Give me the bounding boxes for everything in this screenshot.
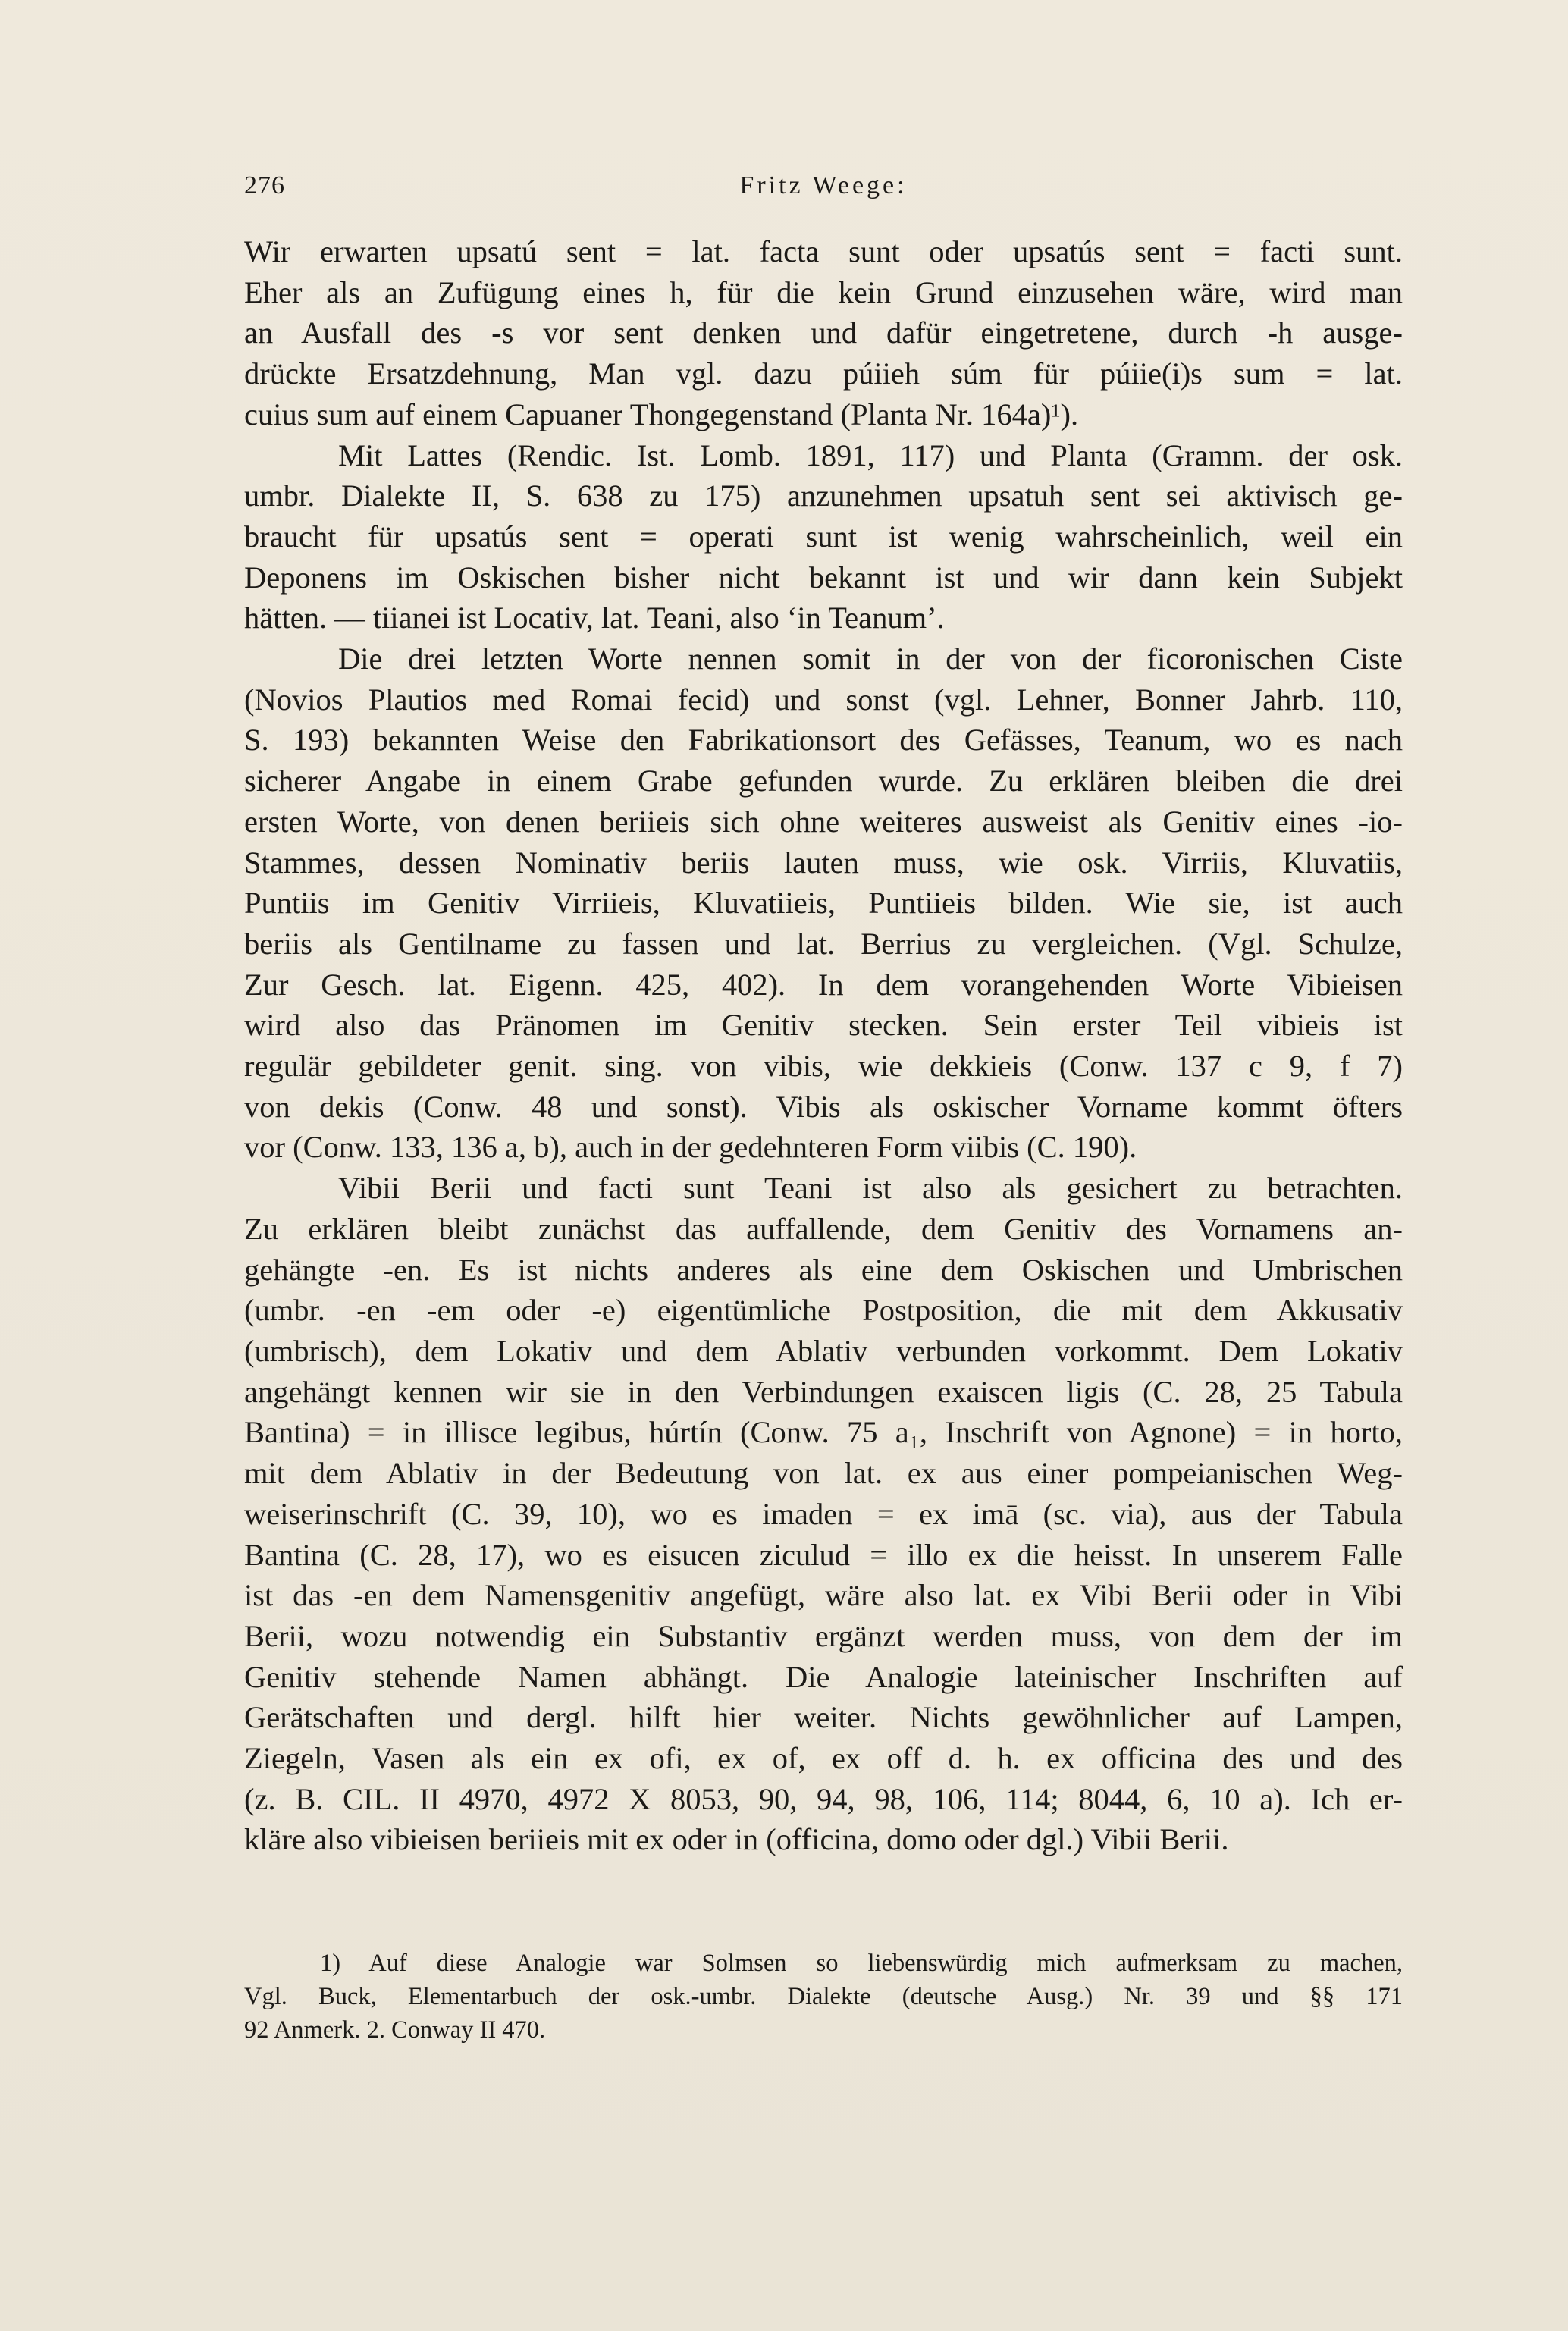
text-line: (Novios Plautios med Romai fecid) und sonst (vgl. Lehner, Bonner Jahrb. 110, — [244, 682, 1403, 717]
text-line: Gerätschaften und dergl. hilft hier weiter. Nichts gewöhnlicher auf Lampen, — [244, 1700, 1403, 1735]
text-line: Berii, wozu notwendig ein Substantiv ergänzt werden muss, von dem der im — [244, 1618, 1403, 1653]
text-line: cuius sum auf einem Capuaner Thongegenstand (Planta Nr. 164a)¹). — [244, 397, 1079, 431]
text-line: (umbrisch), dem Lokativ und dem Ablativ verbunden vorkommt. Dem Lokativ — [244, 1333, 1403, 1368]
text-line: Stammes, dessen Nominativ beriis lauten muss, wie osk. Virriis, Kluvatiis, — [244, 845, 1403, 880]
text-line: Mit Lattes (Rendic. Ist. Lomb. 1891, 117) und Planta (Gramm. der osk. — [338, 438, 1403, 472]
text-line: Vibii Berii und facti sunt Teani ist also als gesichert zu betrachten. — [338, 1171, 1403, 1206]
text-line: an Ausfall des -s vor sent denken und dafür eingetretene, durch -h ausge- — [244, 315, 1403, 350]
footnotes — [244, 1947, 1403, 2047]
paragraph-3 — [244, 638, 1403, 1168]
text-line: von dekis (Conw. 48 und sonst). Vibis als oskischer Vorname kommt öfters — [244, 1089, 1403, 1124]
text-line: angehängt kennen wir sie in den Verbindungen exaiscen ligis (C. 28, 25 Tabula — [244, 1374, 1403, 1409]
page-header — [244, 171, 1403, 209]
text-line: regulär gebildeter genit. sing. von vibis, wie dekkieis (Conw. 137 c 9, f 7) — [244, 1049, 1403, 1084]
text-line: gehängte -en. Es ist nichts anderes als eine dem Oskischen und Umbrischen — [244, 1252, 1403, 1287]
text-line: Zur Gesch. lat. Eigenn. 425, 402). In dem vorangehenden Worte Vibieisen — [244, 967, 1403, 1002]
text-line: Bantina (C. 28, 17), wo es eisucen ziculud = illo ex die heisst. In unserem Falle — [244, 1537, 1403, 1572]
text-line: kläre also vibieisen beriieis mit ex oder in (officina, domo oder dgl.) Vibii Berii. — [244, 1822, 1229, 1857]
text-line: (umbr. -en -em oder -e) eigentümliche Postposition, die mit dem Akkusativ — [244, 1293, 1403, 1328]
text-line: wird also das Pränomen im Genitiv stecken. Sein erster Teil vibieis ist — [244, 1008, 1403, 1043]
text-line: Bantina) = in illisce legibus, húrtín (Conw. 75 a₁, Inschrift von Agnone) = in horto, — [244, 1415, 1403, 1450]
text-line: ersten Worte, von denen beriieis sich ohne weiteres ausweist als Genitiv eines -io- — [244, 804, 1403, 839]
text-line: Die drei letzten Worte nennen somit in der von der ficoronischen Ciste — [338, 642, 1403, 676]
text-line: Deponens im Oskischen bisher nicht bekannt ist und wir dann kein Subjekt — [244, 560, 1403, 595]
paragraph-1 — [244, 231, 1403, 435]
text-line: drückte Ersatzdehnung, Man vgl. dazu púiieh súm für púiie(i)s sum = lat. — [244, 356, 1403, 391]
text-line: mit dem Ablativ in der Bedeutung von lat. ex aus einer pompeianischen Weg- — [244, 1456, 1403, 1491]
text-line: beriis als Gentilname zu fassen und lat. Berrius zu vergleichen. (Vgl. Schulze, — [244, 926, 1403, 961]
text-line: Wir erwarten upsatú sent = lat. facta sunt oder upsatús sent = facti sunt. — [244, 234, 1403, 268]
text-line: Genitiv stehende Namen abhängt. Die Analogie lateinischer Inschriften auf — [244, 1659, 1403, 1694]
footnote-line: Vgl. Buck, Elementarbuch der osk.-umbr. Dialekte (deutsche Ausg.) Nr. 39 und §§ 171 — [244, 1983, 1403, 2010]
text-line: Zu erklären bleibt zunächst das auffallende, dem Genitiv des Vornamens an- — [244, 1211, 1403, 1246]
text-line: weiserinschrift (C. 39, 10), wo es imaden = ex imā (sc. via), aus der Tabula — [244, 1496, 1403, 1531]
text-line: Puntiis im Genitiv Virriieis, Kluvatiieis, Puntiieis bilden. Wie sie, ist auch — [244, 886, 1403, 921]
paragraph-2 — [244, 435, 1403, 639]
paragraph-4 — [244, 1168, 1403, 1860]
text-line: hätten. — tiianei ist Locativ, lat. Teani, also ‘in Teanum’. — [244, 601, 945, 635]
text-line: (z. B. CIL. II 4970, 4972 X 8053, 90, 94, 98, 106, 114; 8044, 6, 10 a). Ich er- — [244, 1781, 1403, 1816]
text-line: braucht für upsatús sent = operati sunt ist wenig wahrscheinlich, weil ein — [244, 519, 1403, 554]
text-line: Ziegeln, Vasen als ein ex ofi, ex of, ex off d. h. ex officina des und des — [244, 1741, 1403, 1776]
text-line: Eher als an Zufügung eines h, für die kein Grund einzusehen wäre, wird man — [244, 275, 1403, 309]
text-line: umbr. Dialekte II, S. 638 zu 175) anzunehmen upsatuh sent sei aktivisch ge- — [244, 478, 1403, 513]
body-text — [244, 231, 1403, 1860]
footnote-line: 1) Auf diese Analogie war Solmsen so liebenswürdig mich aufmerksam zu machen, — [320, 1950, 1403, 1977]
footnote-line: 92 Anmerk. 2. Conway II 470. — [244, 2016, 546, 2044]
page-number: 276 — [244, 171, 285, 199]
text-line: S. 193) bekannten Weise den Fabrikationsort des Gefässes, Teanum, wo es nach — [244, 723, 1403, 758]
text-line: vor (Conw. 133, 136 a, b), auch in der gedehnteren Form viibis (C. 190). — [244, 1130, 1137, 1165]
text-line: sicherer Angabe in einem Grabe gefunden wurde. Zu erklären bleiben die drei — [244, 764, 1403, 798]
running-head: Fritz Weege: — [739, 171, 908, 199]
text-line: ist das -en dem Namensgenitiv angefügt, wäre also lat. ex Vibi Berii oder in Vibi — [244, 1578, 1403, 1613]
